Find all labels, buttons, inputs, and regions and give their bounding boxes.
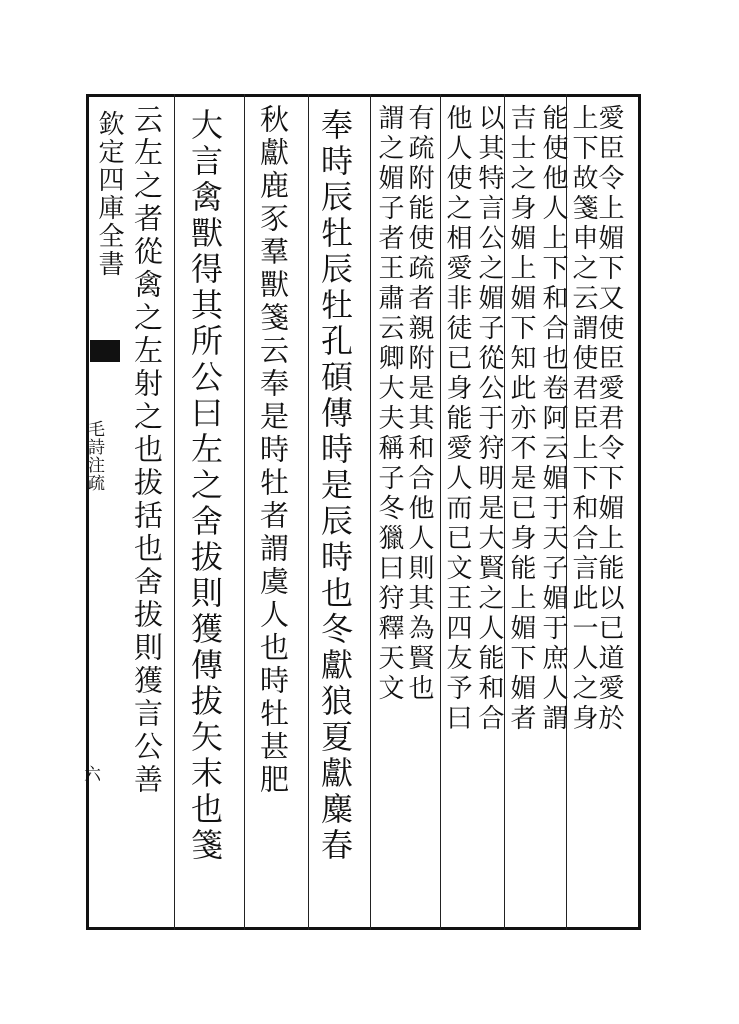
text-column-6: 他人使之相愛非徒已身能愛人而已文王四友予曰	[442, 104, 472, 734]
text-column-7: 有疏附能使疏者親附是其和合他人則其為賢也	[404, 104, 434, 704]
column-rule	[308, 94, 309, 930]
book-title: 欽定四庫全書	[94, 110, 124, 278]
page-number: 六	[84, 765, 101, 785]
text-column-11: 大言禽獸得其所公曰左之舍拔則獲傳拔矢末也箋	[186, 108, 224, 864]
column-rule	[244, 94, 245, 930]
side-title: 毛詩注疏	[84, 420, 104, 492]
column-rule	[174, 94, 175, 930]
text-column-9: 奉時辰牡辰牡孔碩傳時是辰時也冬獻狼夏獻麋春	[316, 108, 354, 864]
text-column-5: 以其特言公之媚子從公于狩明是大賢之人能和合	[474, 104, 504, 734]
text-column-12: 云左之者從禽之左射之也拔括也舍拔則獲言公善	[130, 104, 164, 797]
margin-fishtail-mark	[90, 340, 120, 362]
text-column-8: 謂之媚子者王肅云卿大夫稱子冬獵曰狩釋天文	[374, 104, 404, 704]
text-column-2: 上下故箋申之云謂使君臣上下和合言此一人之身	[568, 104, 598, 734]
text-column-4: 吉士之身媚上媚下知此亦不是已身能上媚下媚者	[506, 104, 536, 734]
text-column-3: 能使他人上下和合也卷阿云媚于天子媚于庶人謂	[538, 104, 568, 734]
text-column-10: 秋獻鹿豕羣獸箋云奉是時牡者謂虞人也時牡甚肥	[256, 104, 290, 797]
text-column-1: 愛臣令上媚下又使臣愛君令下媚上能以已道愛於	[594, 104, 624, 734]
